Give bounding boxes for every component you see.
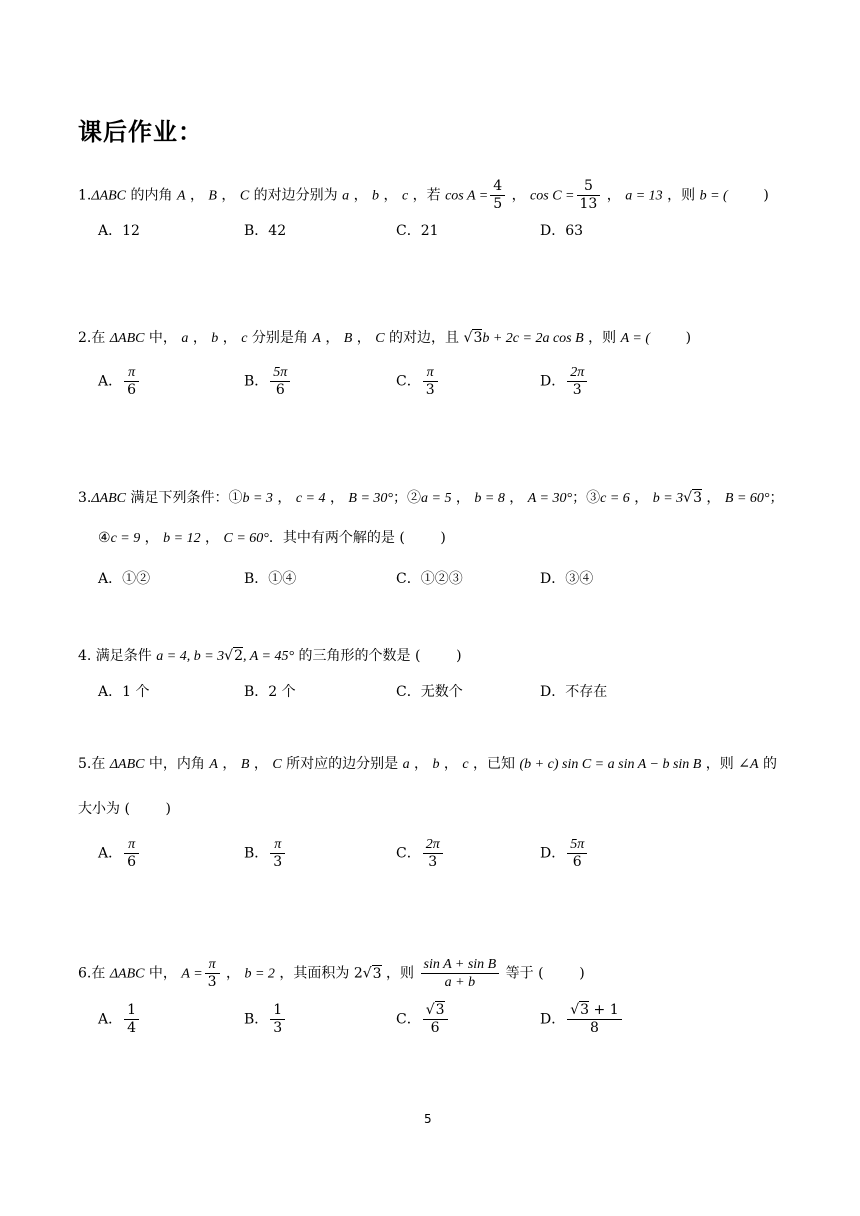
- q1-text: 的内角: [126, 187, 177, 204]
- q2-option-c-label: C．: [396, 373, 421, 390]
- q5-option-a-fraction: [124, 836, 139, 871]
- question-3-line-1: 3.ΔABC 满足下列条件：①b = 3 ， c = 4 ， B = 30°；②a = 5 ， b = 8 ， A = 30°；③c = 6 ， b = 3√3 ， B = 60°；: [78, 490, 784, 506]
- q5-equation: (b + c) sin C = a sin A − b sin B: [519, 757, 702, 772]
- q6-text: ，则: [381, 965, 419, 982]
- q6-triangle: ΔABC: [109, 966, 145, 982]
- q5-angle: ∠A: [738, 757, 759, 772]
- q3-text: 满足下列条件：①: [126, 490, 243, 506]
- q6-option-d-fraction: [567, 1002, 621, 1037]
- question-2: 2.在 ΔABC 中， a ， b ， c 分别是角 A ， B ， C 的对边，且 √3b + 2c = 2a cos B ，则 A = ( ): [78, 330, 692, 346]
- q6-option-d-sqrt: 3: [580, 1002, 590, 1018]
- q4-option-b: B．2 个: [244, 684, 296, 700]
- q6-option-a-fraction: [124, 1002, 139, 1037]
- q2-option-b: [244, 364, 292, 399]
- q6-option-d-denominator: 8: [589, 1020, 599, 1036]
- q1-side-b: b: [372, 188, 380, 204]
- q2-side-b: b: [211, 331, 219, 346]
- q5-option-a: [98, 836, 141, 871]
- q3-cond: b = 12: [163, 531, 201, 546]
- q6-option-a-denominator: 4: [127, 1020, 137, 1036]
- q2-option-a-fraction: [124, 364, 139, 399]
- q1-text: ，则: [662, 187, 700, 204]
- q2-option-a: [98, 364, 141, 399]
- q5-text: 中，内角: [144, 756, 210, 772]
- question-5-line-2: [78, 799, 171, 819]
- q2-option-b-fraction: [270, 364, 290, 399]
- q5-option-d-numerator: 5π: [567, 836, 587, 854]
- q6-answer-close: ): [579, 965, 585, 982]
- section-title: 课后作业：: [78, 118, 203, 146]
- q3-text: ④: [98, 530, 111, 546]
- q6-number: 6.在: [78, 965, 110, 982]
- question-1: 1.ΔABC 的内角 A ， B ， C 的对边分别为 a ， b ， c ，若 cos A = $\frac{4}{5}$ ， cos C = $\frac{5}{13}$ ， a = 13 ，则 b = ( ): [78, 178, 769, 212]
- q2-option-d-numerator: 2π: [567, 364, 587, 382]
- q5-option-d-denominator: 6: [572, 854, 582, 870]
- q6-option-c-numerator: √3: [423, 1002, 448, 1020]
- question-3-line-2: ④c = 9 ， b = 12 ， C = 60°．其中有两个解的是 ( ): [98, 530, 446, 546]
- q5-option-a-numerator: π: [124, 836, 139, 854]
- q4-option-d: D．不存在: [540, 684, 608, 700]
- q5-side-b: b: [432, 757, 440, 772]
- q3-option-c: C．①②③: [396, 571, 463, 587]
- q1-fraction-numerator: 4: [490, 178, 505, 196]
- q1-cos-a: cos A =: [445, 188, 489, 204]
- q1-given-a: a = 13: [625, 188, 663, 204]
- q2-option-a-denominator: 6: [127, 382, 137, 398]
- question-6: 6.在 ΔABC 中， A = $\frac{\pi}{3}$ ， b = 2 ，其面积为 2√3 ，则 $\frac{\text{sin A + sin B}}{a + b}$ 等于 ( ): [78, 957, 585, 990]
- q6-option-b: [244, 1002, 287, 1037]
- q2-angle-b: B: [343, 331, 353, 346]
- q2-text: 分别是角: [247, 330, 313, 346]
- q2-angle-a: A: [312, 331, 321, 346]
- q6-option-b-numerator: 1: [270, 1002, 285, 1020]
- q2-option-c-denominator: 3: [425, 382, 435, 398]
- q1-fraction-cos-c: [577, 178, 601, 213]
- q6-text: ，其面积为: [274, 965, 354, 982]
- q6-option-c-fraction: [423, 1002, 448, 1037]
- q2-equation: b + 2c = 2a cos B: [482, 331, 584, 346]
- q5-angle-c: C: [272, 757, 282, 772]
- q3-cond: A = 30°: [527, 491, 573, 506]
- q2-option-d-fraction: [567, 364, 587, 399]
- q1-side-a: a: [342, 188, 350, 204]
- question-5-line-1: 5.在 ΔABC 中，内角 A ， B ， C 所对应的边分别是 a ， b ， c ，已知 (b + c) sin C = a sin A − b sin B ，则 ∠A 的: [78, 756, 778, 772]
- q5-side-a: a: [402, 757, 410, 772]
- q3-text: ；③: [572, 490, 601, 506]
- q2-text: 的对边，且: [384, 330, 464, 346]
- q5-number: 5.在: [78, 756, 110, 772]
- q1-fraction-denominator: 13: [579, 196, 598, 212]
- q2-option-b-label: B．: [244, 373, 269, 390]
- q1-fraction-numerator: 5: [577, 178, 601, 196]
- q1-answer-open: b = (: [699, 188, 728, 204]
- q3-cond: b = 8: [474, 491, 505, 506]
- q4-number: 4. 满足条件: [78, 648, 157, 664]
- q5-option-a-denominator: 6: [127, 854, 137, 870]
- q3-cond: a = 5: [421, 491, 452, 506]
- q1-option-d: D．63: [540, 223, 584, 239]
- q2-option-b-numerator: 5π: [270, 364, 290, 382]
- q6-area-sqrt: 3: [372, 965, 382, 982]
- q5-text: 所对应的边分别是: [281, 756, 403, 772]
- q6-option-a: [98, 1002, 141, 1037]
- q4-condition: , A = 45°: [243, 649, 295, 664]
- q1-side-c: c: [401, 188, 409, 204]
- q3-cond: c = 6: [600, 491, 630, 506]
- q3-cond: B = 30°: [348, 491, 394, 506]
- q5-option-d-fraction: [567, 836, 587, 871]
- q2-option-a-label: A．: [98, 373, 123, 390]
- q5-option-c-denominator: 3: [428, 854, 438, 870]
- q1-option-b: B．42: [244, 223, 287, 239]
- q5-option-c-label: C．: [396, 845, 421, 862]
- q2-option-b-denominator: 6: [275, 382, 285, 398]
- q6-text: 中，: [144, 965, 182, 982]
- q6-option-b-fraction: [270, 1002, 285, 1037]
- q2-option-d: [540, 364, 589, 399]
- q3-cond: b = 3: [652, 491, 684, 506]
- q3-text: ．其中有两个解的是 (: [268, 530, 405, 546]
- q3-text: ；: [769, 490, 784, 506]
- q1-fraction-denominator: 5: [493, 196, 503, 212]
- q6-angle-fraction: [205, 956, 220, 991]
- q2-number: 2.在: [78, 330, 110, 346]
- q5-text: ，则: [701, 756, 739, 772]
- q6-option-a-label: A．: [98, 1011, 123, 1028]
- q6-option-d-numerator: √3 + 1: [567, 1002, 621, 1020]
- q1-fraction-cos-a: [490, 178, 505, 213]
- q5-option-b-denominator: 3: [273, 854, 283, 870]
- q1-angle-c: C: [239, 188, 250, 204]
- q3-option-a: A．①②: [98, 571, 151, 587]
- q6-angle-denominator: 3: [207, 974, 217, 990]
- q5-option-a-label: A．: [98, 845, 123, 862]
- q2-option-d-denominator: 3: [572, 382, 582, 398]
- q3-option-b: B．①④: [244, 571, 297, 587]
- q5-angle-b: B: [240, 757, 250, 772]
- page-number: 5: [424, 1112, 432, 1126]
- q3-cond: C = 60°: [223, 531, 269, 546]
- q5-option-c-numerator: 2π: [423, 836, 443, 854]
- q6-option-d-plus: + 1: [589, 1002, 619, 1018]
- q2-option-c: [396, 364, 440, 399]
- q2-triangle: ΔABC: [109, 331, 145, 346]
- q6-expression-denominator: a + b: [444, 975, 476, 990]
- q3-option-d: D．③④: [540, 571, 594, 587]
- q3-cond: B = 60°: [724, 491, 770, 506]
- q4-option-a: A．1 个: [98, 684, 150, 700]
- q5-option-c-fraction: [423, 836, 443, 871]
- q6-option-d-label: D．: [540, 1011, 566, 1028]
- q3-triangle: ΔABC: [91, 491, 127, 506]
- q2-side-c: c: [241, 331, 248, 346]
- q5-text: 的: [758, 756, 778, 772]
- q4-sqrt: 2: [234, 648, 244, 664]
- q5-angle-a: A: [209, 757, 218, 772]
- q2-answer-open: A = (: [620, 331, 651, 346]
- q6-angle-numerator: π: [205, 956, 220, 974]
- q2-option-c-fraction: [423, 364, 438, 399]
- q3-cond: c = 4: [295, 491, 326, 506]
- q6-option-b-denominator: 3: [273, 1020, 283, 1036]
- q5-triangle: ΔABC: [109, 757, 145, 772]
- q5-option-b-numerator: π: [270, 836, 285, 854]
- q2-text: ，则: [583, 330, 621, 346]
- q6-option-d: [540, 1002, 624, 1037]
- q4-answer-close: ): [456, 648, 462, 664]
- question-4: 4. 满足条件 a = 4, b = 3√2, A = 45° 的三角形的个数是 ( ): [78, 648, 462, 664]
- q1-text: 的对边分别为: [249, 187, 343, 204]
- q5-text: 大小为 (: [78, 801, 130, 817]
- q1-cos-c: cos C =: [530, 188, 575, 204]
- q5-text: ，已知: [468, 756, 520, 772]
- q2-answer-close: ): [685, 330, 692, 346]
- q1-angle-a: A: [176, 188, 186, 204]
- q6-side-b: b = 2: [244, 966, 275, 982]
- q5-option-b-label: B．: [244, 845, 269, 862]
- q2-option-a-numerator: π: [124, 364, 139, 382]
- q5-option-b: [244, 836, 287, 871]
- q2-side-a: a: [181, 331, 189, 346]
- q1-number: 1.: [78, 187, 92, 204]
- q5-option-b-fraction: [270, 836, 285, 871]
- q3-cond: b = 3: [242, 491, 273, 506]
- q1-text: ，若: [408, 187, 446, 204]
- q2-option-c-numerator: π: [423, 364, 438, 382]
- q3-answer-close: ): [440, 530, 446, 546]
- q1-angle-b: B: [208, 188, 217, 204]
- q2-text: 中，: [144, 330, 182, 346]
- q3-cond: c = 9: [110, 531, 141, 546]
- q4-option-c: C．无数个: [396, 684, 463, 700]
- q6-area: 2: [353, 965, 363, 982]
- q6-angle-a: A =: [181, 966, 203, 982]
- q1-option-c: C．21: [396, 223, 439, 239]
- q2-option-d-label: D．: [540, 373, 566, 390]
- q4-condition: a = 4, b = 3: [156, 649, 225, 664]
- q2-sqrt: 3: [473, 330, 483, 346]
- q6-expression-numerator: sin A + sin B: [421, 956, 500, 974]
- q3-sqrt: 3: [693, 490, 702, 506]
- q4-text: 的三角形的个数是 (: [294, 648, 421, 664]
- q1-answer-close: ): [763, 187, 769, 204]
- q6-option-c: [396, 1002, 450, 1037]
- q6-expression-fraction: [421, 956, 500, 991]
- q6-option-a-numerator: 1: [124, 1002, 139, 1020]
- q1-triangle: ΔABC: [91, 188, 127, 204]
- q1-option-a: A．12: [98, 223, 140, 239]
- q3-text: ；②: [393, 490, 422, 506]
- q5-option-d-label: D．: [540, 845, 566, 862]
- q2-angle-c: C: [375, 331, 385, 346]
- q3-number: 3.: [78, 490, 92, 506]
- q6-option-c-denominator: 6: [430, 1020, 440, 1036]
- q6-option-c-label: C．: [396, 1011, 421, 1028]
- q5-answer-close: ): [165, 801, 171, 817]
- q6-option-b-label: B．: [244, 1011, 269, 1028]
- q6-text: 等于 (: [501, 965, 544, 982]
- q5-option-d: [540, 836, 589, 871]
- q5-option-c: [396, 836, 445, 871]
- q5-side-c: c: [462, 757, 469, 772]
- q6-option-c-sqrt: 3: [435, 1002, 445, 1018]
